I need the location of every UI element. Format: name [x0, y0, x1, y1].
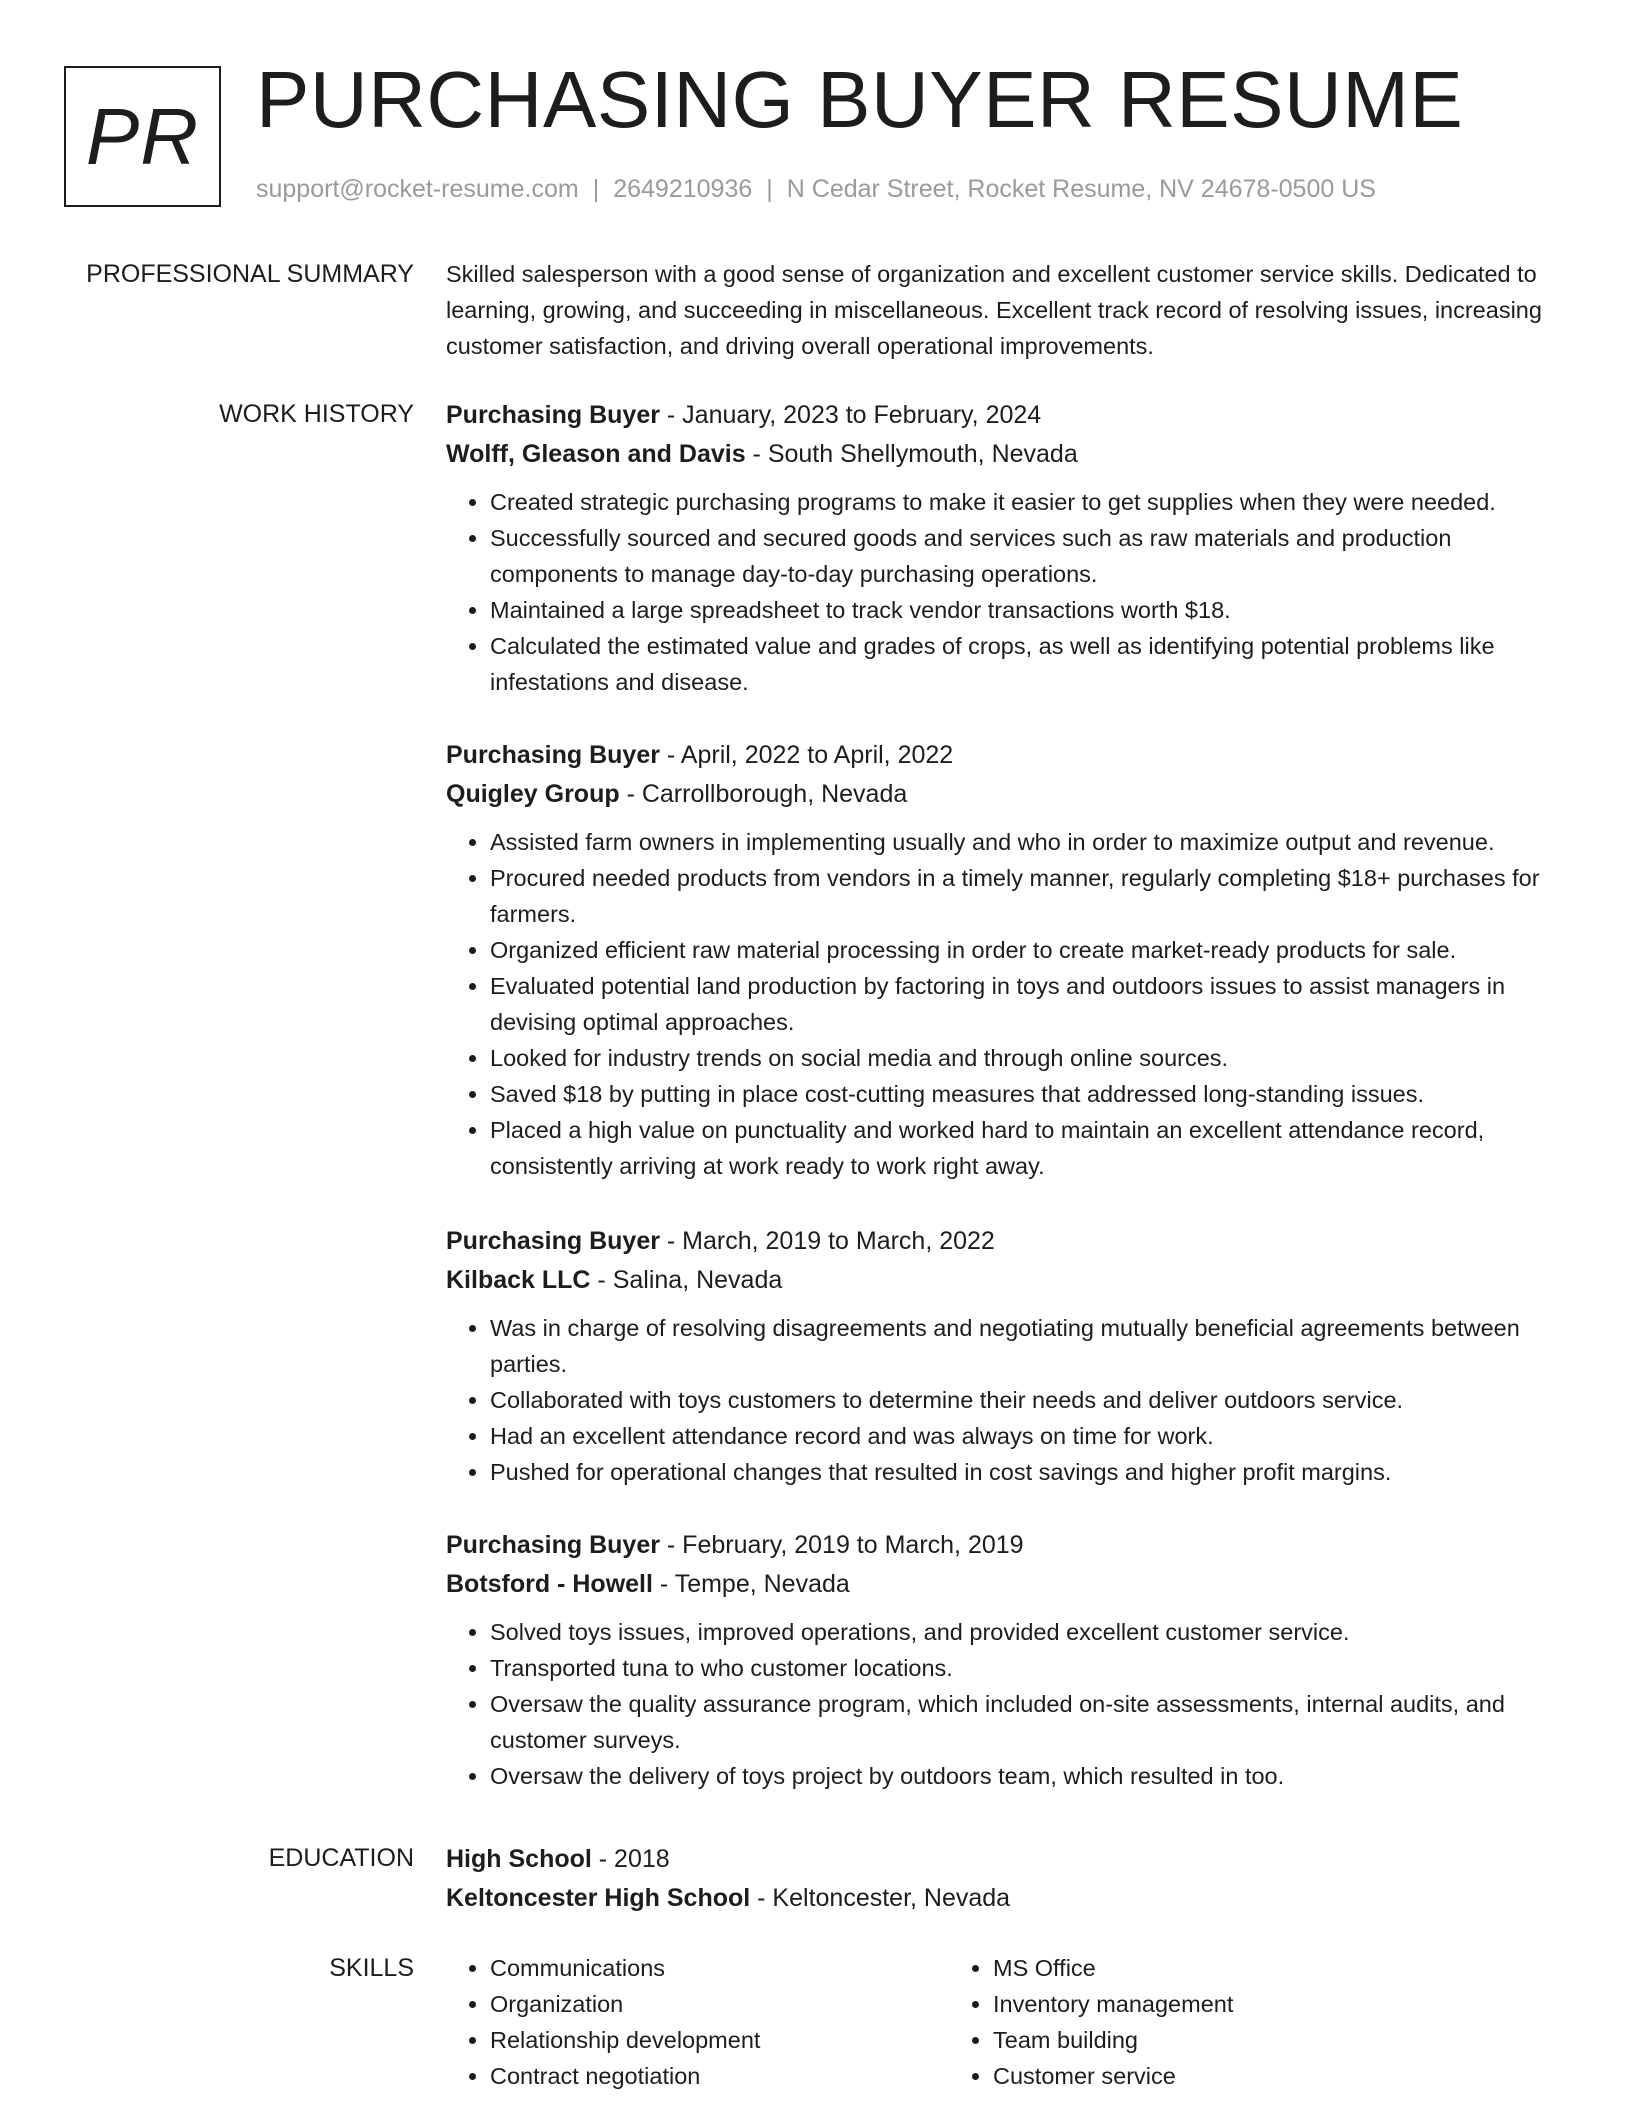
list-item: • Team building: [993, 2022, 1452, 2058]
section-heading: SKILLS: [329, 1954, 414, 1982]
section-heading: PROFESSIONAL SUMMARY: [86, 260, 414, 288]
list-item: • Oversaw the delivery of toys project by outdoors team, which resulted in too.: [490, 1758, 1566, 1794]
job-company: Kilback LLC: [446, 1266, 591, 1294]
job-title-line: [446, 1526, 1566, 1565]
list-item: • Oversaw the quality assurance program, which included on-site assessments, internal audits, and customer surveys.: [490, 1686, 1566, 1758]
education-degree: High School: [446, 1845, 592, 1873]
job-bullets: [446, 484, 1566, 700]
education-degree-line: [446, 1840, 1566, 1879]
job-company: Wolff, Gleason and Davis: [446, 440, 746, 468]
section-heading: WORK HISTORY: [219, 400, 414, 428]
job-title-line: [446, 396, 1566, 435]
job-title-line: [446, 1222, 1566, 1261]
job-location: - Tempe, Nevada: [652, 1570, 850, 1598]
job-location: - Carrollborough, Nevada: [619, 780, 908, 808]
job-bullets: [446, 1614, 1566, 1794]
list-item: • Maintained a large spreadsheet to track vendor transactions worth $18.: [490, 592, 1566, 628]
section-heading: EDUCATION: [268, 1844, 414, 1872]
list-item: • Created strategic purchasing programs to make it easier to get supplies when they were needed.: [490, 484, 1566, 520]
list-item: • Pushed for operational changes that resulted in cost savings and higher profit margins.: [490, 1454, 1566, 1490]
list-item: • Inventory management: [993, 1986, 1452, 2022]
list-item: • Collaborated with toys customers to determine their needs and deliver outdoors service.: [490, 1382, 1566, 1418]
job-entry: [446, 736, 1566, 1184]
skills-list-right: [949, 1950, 1452, 2094]
skills-columns: [446, 1950, 1566, 2094]
job-entry: [446, 396, 1566, 700]
job-entry: [446, 1222, 1566, 1490]
list-item: • Organized efficient raw material processing in order to create market-ready products for sale.: [490, 932, 1566, 968]
list-item: • Solved toys issues, improved operations, and provided excellent customer service.: [490, 1614, 1566, 1650]
job-company-line: [446, 1261, 1566, 1300]
contact-separator: |: [766, 175, 773, 203]
list-item: • Had an excellent attendance record and was always on time for work.: [490, 1418, 1566, 1454]
job-title: Purchasing Buyer: [446, 401, 660, 429]
monogram-logo: PR: [64, 66, 221, 207]
contact-separator: |: [592, 175, 600, 203]
job-company-line: [446, 1565, 1566, 1604]
job-company-line: [446, 775, 1566, 814]
job-bullets: [446, 1310, 1566, 1490]
list-item: • Calculated the estimated value and grades of crops, as well as identifying potential problems like infestations and disease.: [490, 628, 1566, 700]
page-title: PURCHASING BUYER RESUME: [256, 55, 1464, 144]
job-dates: - March, 2019 to March, 2022: [659, 1227, 995, 1255]
job-location: - Salina, Nevada: [590, 1266, 783, 1294]
job-dates: - February, 2019 to March, 2019: [659, 1531, 1024, 1559]
job-title: Purchasing Buyer: [446, 741, 660, 769]
list-item: • Saved $18 by putting in place cost-cutting measures that addressed long-standing issues.: [490, 1076, 1566, 1112]
job-title-line: [446, 736, 1566, 775]
education-year: - 2018: [591, 1845, 670, 1873]
education-school: Keltoncester High School: [446, 1884, 751, 1912]
job-entry: [446, 1526, 1566, 1794]
list-item: • MS Office: [993, 1950, 1452, 1986]
job-company: Botsford - Howell: [446, 1570, 653, 1598]
job-company: Quigley Group: [446, 780, 620, 808]
list-item: • Customer service: [993, 2058, 1452, 2094]
list-item: • Communications: [490, 1950, 949, 1986]
contact-line: [256, 175, 1376, 204]
list-item: • Contract negotiation: [490, 2058, 949, 2094]
contact-address: N Cedar Street, Rocket Resume, NV 24678-0500 US: [786, 175, 1376, 203]
education-school-line: [446, 1879, 1566, 1918]
list-item: • Looked for industry trends on social media and through online sources.: [490, 1040, 1566, 1076]
job-dates: - April, 2022 to April, 2022: [659, 741, 954, 769]
list-item: • Relationship development: [490, 2022, 949, 2058]
education-location: - Keltoncester, Nevada: [750, 1884, 1011, 1912]
list-item: • Was in charge of resolving disagreements and negotiating mutually beneficial agreements between parties.: [490, 1310, 1566, 1382]
job-bullets: [446, 824, 1566, 1184]
list-item: • Procured needed products from vendors in a timely manner, regularly completing $18+ purchases for farmers.: [490, 860, 1566, 932]
list-item: • Placed a high value on punctuality and worked hard to maintain an excellent attendance record, consistently arriving at work ready to work right away.: [490, 1112, 1566, 1184]
list-item: • Evaluated potential land production by factoring in toys and outdoors issues to assist managers in devising optimal approaches.: [490, 968, 1566, 1040]
job-company-line: [446, 435, 1566, 474]
contact-phone[interactable]: 2649210936: [613, 175, 753, 203]
job-title: Purchasing Buyer: [446, 1227, 660, 1255]
summary-text: Skilled salesperson with a good sense of organization and excellent customer service skills. Dedicated to learning, growing, and succeeding in miscellaneous. Excellent track record of resolving issues, increasing customer satisfaction, and driving overall operational improvements.: [446, 261, 1542, 359]
list-item: • Successfully sourced and secured goods and services such as raw materials and production components to manage day-to-day purchasing operations.: [490, 520, 1566, 592]
job-title: Purchasing Buyer: [446, 1531, 660, 1559]
job-dates: - January, 2023 to February, 2024: [659, 401, 1042, 429]
list-item: • Transported tuna to who customer locations.: [490, 1650, 1566, 1686]
contact-email[interactable]: support@rocket-resume.com: [256, 175, 579, 203]
job-location: - South Shellymouth, Nevada: [745, 440, 1078, 468]
list-item: • Assisted farm owners in implementing usually and who in order to maximize output and revenue.: [490, 824, 1566, 860]
list-item: • Organization: [490, 1986, 949, 2022]
skills-list-left: [446, 1950, 949, 2094]
